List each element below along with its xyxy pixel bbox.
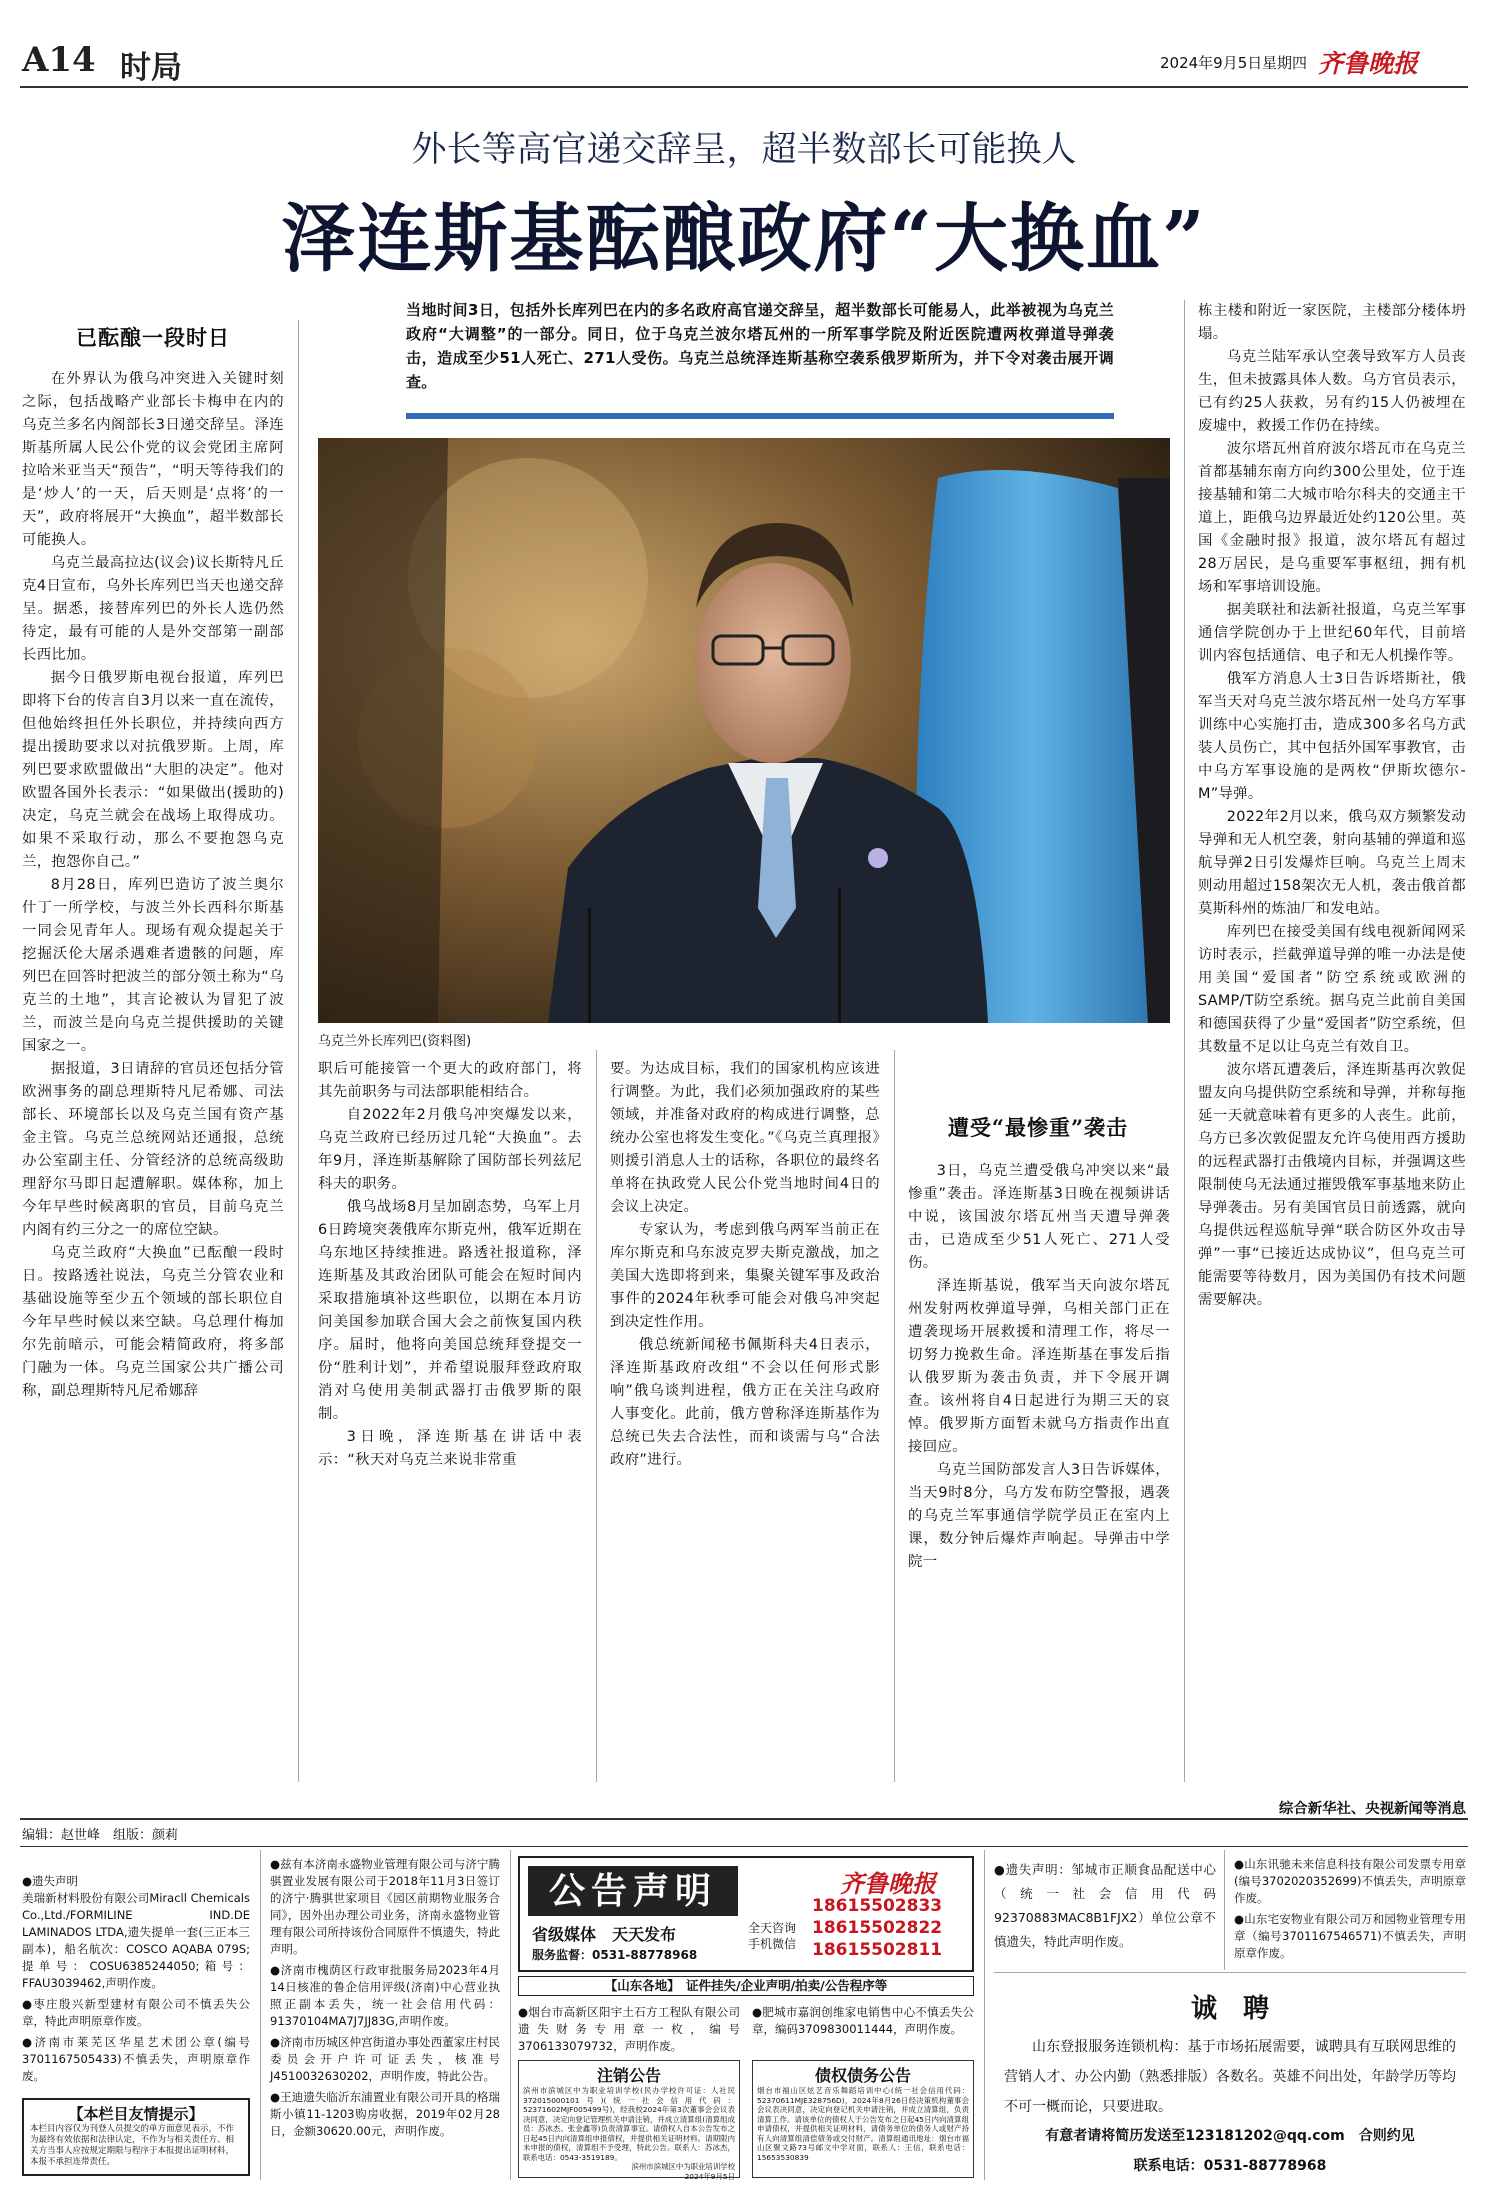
news-source: 综合新华社、央视新闻等消息 bbox=[1278, 1801, 1466, 1817]
tip-title: 【本栏目友情提示】 bbox=[68, 2105, 204, 2123]
footer-rule bbox=[20, 1818, 1468, 1820]
notice-consult: 全天咨询 手机微信 bbox=[748, 1921, 797, 1951]
ads-column-2: ●兹有本济南永盛物业管理有限公司与济宁腾骐置业发展有限公司于2018年11月3日签订的济宁·腾骐世家项目《园区前期物业服务合同》，因外出办理公司业务，济南永盛物业管理有限公司所持该份合同原件不慎遗失，特此声明。 ●济南市槐荫区行政审批服务局2023年4月14日核准的鲁企信用评级(济南)中心营业执照正副本丢失，统一社会信用代码：91370104MA7J7JJ83G,声明作废。 ●济南市历城区仲宫街道办事处西董家庄村民委员会开户许可证丢失，核准号J4510032630202，声明作废，特此公告。 ●王迪遗失临沂东浦置业有限公司开具的格瑞斯小镇11-1203购房收据，2019年02月28日，金额30620.00元，声明作废。 bbox=[270, 1857, 500, 2138]
notice-phone-2: 18615502822 bbox=[812, 1918, 943, 1938]
cancel-text: 滨州市滨城区中为职业培训学校(民办学校许可证：人社民372015000101号)(统一社会信用代码：52371602MJF005499号)，经我校2024年第3次董事会会议表决同意，决定向登记管理机关申请注销，并成立清算组(清算组成员：苏冰杰、张金鑫等)负责清算事宜。请债权人自本公告发布之日起45日内向清算组申报债权，并提供相关证明材料。请期限内未申报的债权，清算组不予受理，特此公告。联系人：苏冰杰，联系电话：0543-3519189。 bbox=[523, 2086, 735, 2162]
notice-slogan: 省级媒体 天天发布 bbox=[532, 1925, 677, 1944]
hire-rule bbox=[994, 1972, 1466, 1973]
photo-caption: 乌克兰外长库列巴(资料图) bbox=[318, 1034, 472, 1049]
page-number: A14 bbox=[22, 40, 96, 80]
column-divider bbox=[298, 320, 299, 1782]
ad-divider bbox=[510, 1850, 511, 2180]
notice-services: 【山东各地】 证件挂失/企业声明/拍卖/公告程序等 bbox=[518, 1976, 974, 1996]
debt-notice-box bbox=[752, 2060, 974, 2178]
article-lead: 当地时间3日，包括外长库列巴在内的多名政府高官递交辞呈，超半数部长可能易人，此举被视为乌克兰政府“大调整”的一部分。同日，位于乌克兰波尔塔瓦州的一所军事学院及附近医院遭两枚弹道导弹袭击，造成至少51人死亡、271人受伤。乌克兰总统泽连斯基称空袭系俄罗斯所为，并下令对袭击展开调查。 bbox=[406, 301, 1114, 391]
notice-hotline: 服务监督：0531-88778968 bbox=[532, 1948, 698, 1962]
debt-text: 烟台市福山区炫艺音乐舞蹈培训中心(统一社会信用代码：52370611MJE328756D)，2024年8月26日经决策机构董事会会议表决同意，决定向登记机关申请注销，并成立清算组，负责清算工作。请该单位的债权人于公告发布之日起45日内向清算组申请债权，并提供相关证明材料，请债务单位的债务人或财产持有人向清算组清偿债务或交付财产。清算组通讯地址：烟台市福山区聚文路73号邮文中学对面，联系人：王信，联系电话：15653530839 bbox=[757, 2086, 969, 2162]
article-column-2: 职后可能接管一个更大的政府部门，将其先前职务与司法部职能相结合。 自2022年2月俄乌冲突爆发以来，乌克兰政府已经历过几轮“大换血”。去年9月，泽连斯基解除了国防部长列兹尼科夫的职务。 俄乌战场8月呈加剧态势，乌军上月6日跨境突袭俄库尔斯克州，俄军近期在乌东地区持续推进。路透社报道称，泽连斯基及其政治团队可能会在短时间内采取措施填补这些职位，以期在本月访问美国参加联合国大会之前恢复国内秩序。届时，他将向美国总统拜登提交一份“胜利计划”，并希望说服拜登政府取消对乌使用美制武器打击俄罗斯的限制。 3日晚，泽连斯基在讲话中表示：“秋天对乌克兰来说非常重 bbox=[318, 1061, 582, 1468]
hiring-title: 诚 聘 bbox=[1190, 1994, 1269, 2024]
article-column-5: 栋主楼和附近一家医院，主楼部分楼体坍塌。 乌克兰陆军承认空袭导致军方人员丧生，但未披露具体人数。乌方官员表示，已有约25人获救，另有约15人仍被埋在废墟中，救援工作仍在持续。 波尔塔瓦州首府波尔塔瓦市在乌克兰首都基辅东南方向约300公里处，位于连接基辅和第二大城市哈尔科夫的交通主干道上，距俄乌边界最近处约120公里。英国《金融时报》报道，波尔塔瓦有超过28万居民，是乌重要军事枢纽，拥有机场和军事培训设施。 据美联社和法新社报道，乌克兰军事通信学院创办于上世纪60年代，目前培训内容包括通信、电子和无人机操作等。 俄军方消息人士3日告诉塔斯社，俄军当天对乌克兰波尔塔瓦州一处乌方军事训练中心实施打击，造成300多名乌方武装人员伤亡，其中包括外国军事教官，击中乌方军事设施的是两枚“伊斯坎德尔-M”导弹。 2022年2月以来，俄乌双方频繁发动导弹和无人机空袭，射向基辅的弹道和巡航导弹2日引发爆炸巨响。乌克兰上周末则动用超过158架次无人机，袭击俄首都莫斯科州的炼油厂和发电站。 库列巴在接受美国有线电视新闻网采访时表示，拦截弹道导弹的唯一办法是使用美国“爱国者”防空系统或欧洲的SAMP/T防空系统。据乌克兰此前自美国和德国获得了少量“爱国者”防空系统，但其数量不足以让乌克兰有效自卫。 波尔塔瓦遭袭后，泽连斯基再次敦促盟友向乌提供防空系统和导弹，并称每拖延一天就意味着有更多的人丧生。此前，乌方已多次敦促盟友允许乌使用西方援助的远程武器打击俄境内目标，并强调这些限制使乌无法通过摧毁俄军事基地来防止导弹袭击。另有美国官员日前透露，就向乌提供远程巡航导弹“联合防区外攻击导弹”一事“已接近达成协议”，但乌克兰可能需要等待数月，因为美国仍有技术问题需要解决。 bbox=[1198, 303, 1466, 1308]
notice-service-box bbox=[518, 1856, 974, 1972]
column-divider bbox=[1184, 300, 1185, 1782]
ad-feicheng: ●肥城市嘉润创维家电销售中心不慎丢失公章，编码3709830011444，声明作废。 bbox=[752, 2005, 974, 2036]
ad-yantai: ●烟台市高新区阳宇土石方工程队有限公司遗失财务专用章一枚，编号3706133079732，声明作废。 bbox=[518, 2005, 740, 2053]
cancel-title: 注销公告 bbox=[596, 2066, 661, 2085]
notice-brand: 齐鲁晚报 bbox=[840, 1869, 936, 1898]
editor-credit: 编辑：赵世峰 组版：颜莉 bbox=[22, 1828, 179, 1843]
column-divider bbox=[596, 1050, 597, 1782]
article-column-3: 要。为达成目标，我们的国家机构应该进行调整。为此，我们必须加强政府的某些领域，并准备对政府的构成进行调整，总统办公室也将发生变化。”《乌克兰真理报》则援引消息人士的话称，各职位的最终名单将在执政党人民公仆党当地时间4日的会议上决定。 专家认为，考虑到俄乌两军当前正在库尔斯克和乌东波克罗夫斯克激战，加之美国大选即将到来，集聚关键军事及政治事件的2024年秋季可能会对俄乌冲突起到决定性作用。 俄总统新闻秘书佩斯科夫4日表示，泽连斯基政府改组“不会以任何形式影响”俄乌谈判进程，俄方正在关注乌政府人事变化。此前，俄方曾称泽连斯基作为总统已失去合法性，而和谈需与乌“合法政府”进行。 bbox=[610, 1061, 880, 1468]
ad-divider bbox=[984, 1850, 985, 2180]
photo-illustration bbox=[318, 438, 1170, 1023]
notice-title: 公告声明 bbox=[528, 1866, 738, 1916]
tip-text: 本栏目内容仅为刊登人员提交的单方面意见表示，不作为最终有效依据和法律认定，不作为与相关责任方、相关方当事人应按规定期限与程序于本报提出证明材料，本报不承担连带责任。 bbox=[30, 2124, 235, 2167]
lead-rule bbox=[406, 413, 1114, 419]
article-subtitle: 外长等高官递交辞呈，超半数部长可能换人 bbox=[411, 130, 1077, 170]
notice-phone-3: 18615502811 bbox=[812, 1940, 943, 1960]
column-divider bbox=[894, 1050, 895, 1782]
issue-date: 2024年9月5日 bbox=[1160, 54, 1263, 72]
section-label: 时局 bbox=[120, 50, 182, 86]
article-column-1: 在外界认为俄乌冲突进入关键时刻之际，包括战略产业部长卡梅申在内的乌克兰多名内阁部长3日递交辞呈。泽连斯基所属人民公仆党的议会党团主席阿拉哈米亚当天“预告”，“明天等待我们的是‘炒人’的一天，后天则是‘点将’的一天”，政府将展开“大换血”，超半数部长可能换人。 乌克兰最高拉达(议会)议长斯特凡丘克4日宣布，乌外长库列巴当天也递交辞呈。据悉，接替库列巴的外长人选仍然待定，最有可能的人是外交部第一副部长西比加。 据今日俄罗斯电视台报道，库列巴即将下台的传言自3月以来一直在流传，但他始终担任外长职位，并持续向西方提出援助要求以对抗俄罗斯。上周，库列巴要求欧盟做出“大胆的决定”。他对欧盟各国外长表示：“如果做出(援助的)决定，乌克兰就会在战场上取得成功。如果不采取行动，那么不要抱怨乌克兰，抱怨你自己。” 8月28日，库列巴造访了波兰奥尔什丁一所学校，与波兰外长西科尔斯基一同会见青年人。现场有观众提起关于挖掘沃伦大屠杀遇难者遗骸的问题，库列巴在回答时把波兰的部分领土称为“乌克兰的土地”，其言论被认为冒犯了波兰，而波兰是向乌克兰提供援助的关键国家之一。 据报道，3日请辞的官员还包括分管欧洲事务的副总理斯特凡尼希娜、司法部长、环境部长以及乌克兰国有资产基金主管。乌克兰总统网站还通报，总统办公室副主任、分管经济的总统高级助理舒尔马即日起遭解职。媒体称，加上今年早些时候离职的官员，目前乌克兰内阁有约三分之一的席位空缺。 乌克兰政府“大换血”已酝酿一段时日。按路透社说法，乌克兰分管农业和基础设施等至少五个领域的部长职位自今年早些时候以来空缺。乌总理什梅加尔先前暗示，可能会精简政府，将多部门融为一体。乌克兰国家公共广播公司称，副总理斯特凡尼希娜辞 bbox=[22, 371, 284, 1399]
weekday: 星期四 bbox=[1262, 54, 1308, 72]
section-title-brewing: 已酝酿一段时日 bbox=[76, 325, 230, 350]
header-rule bbox=[20, 86, 1468, 88]
brand-logo: 齐鲁晚报 bbox=[1318, 49, 1419, 78]
hiring-email: 有意者请将简历发送至123181202@qq.com 合则约见 bbox=[1045, 2128, 1415, 2144]
foreign-minister-photo bbox=[318, 438, 1170, 1023]
hiring-phone: 联系电话：0531-88778968 bbox=[1133, 2158, 1327, 2174]
cancel-notice-box bbox=[518, 2060, 740, 2181]
ads-column-1: ●遗失声明 美瑞新材料股份有限公司Miracll Chemicals Co.,Ltd./FORMILINE IND.DE LAMINADOS LTDA,遗失提单一套(三正本三副本)，船名航次：COSCO AQABA 079S;提单号：COSU6385244050;箱号：FFAU3039462,声明作废。 ●枣庄殷兴新型建材有限公司不慎丢失公章，特此声明原章作废。 ●济南市莱芜区华星艺术团公章(编号3701167505433)不慎丢失，声明原章作废。 bbox=[22, 1874, 250, 2083]
ads-rule bbox=[20, 1846, 1468, 1847]
ads-column-5: ●山东讯驰未来信息科技有限公司发票专用章(编号3702020352699)不慎丢失，声明原章作废。 ●山东宅安物业有限公司万和园物业管理专用章（编号3701167546571)不慎丢失，声明原章作废。 bbox=[1234, 1857, 1466, 1960]
article-title: 泽连斯基酝酿政府“大换血” bbox=[281, 196, 1207, 282]
notice-phone-1: 18615502833 bbox=[812, 1896, 943, 1916]
cancel-sign: 滨州市滨城区中为职业培训学校 2024年9月5日 bbox=[631, 2162, 735, 2181]
ad-divider bbox=[1224, 1850, 1225, 1970]
ad-zoucheng: ●遗失声明：邹城市正顺食品配送中心（统一社会信用代码92370883MAC8B1FJX2）单位公章不慎遗失，特此声明作废。 bbox=[994, 1862, 1216, 1949]
article-column-4: 3日，乌克兰遭受俄乌冲突以来“最惨重”袭击。泽连斯基3日晚在视频讲话中说，该国波尔塔瓦州当天遭导弹袭击，已造成至少51人死亡、271人受伤。 泽连斯基说，俄军当天向波尔塔瓦州发射两枚弹道导弹，乌相关部门正在遭袭现场开展救援和清理工作，将尽一切努力挽救生命。泽连斯基在事发后指认俄罗斯为袭击负责，并下令展开调查。该州将自4日起进行为期三天的哀悼。俄罗斯方面暂未就乌方指责作出直接回应。 乌克兰国防部发言人3日告诉媒体，当天9时8分，乌方发布防空警报，遇袭的乌克兰军事通信学院学员正在室内上课，数分钟后爆炸声响起。导弹击中学院一 bbox=[908, 1163, 1170, 1570]
section-title-attack: 遭受“最惨重”袭击 bbox=[947, 1115, 1129, 1140]
ad-divider bbox=[260, 1850, 261, 2180]
tip-box bbox=[22, 2098, 250, 2176]
debt-title: 债权债务公告 bbox=[814, 2066, 911, 2085]
hiring-text: 山东登报服务连锁机构：基于市场拓展需要，诚聘具有互联网思维的营销人才、办公内勤（熟悉排版）各数名。英雄不问出处，年龄学历等均不可一概而论，只要进取。 bbox=[1004, 2039, 1456, 2115]
